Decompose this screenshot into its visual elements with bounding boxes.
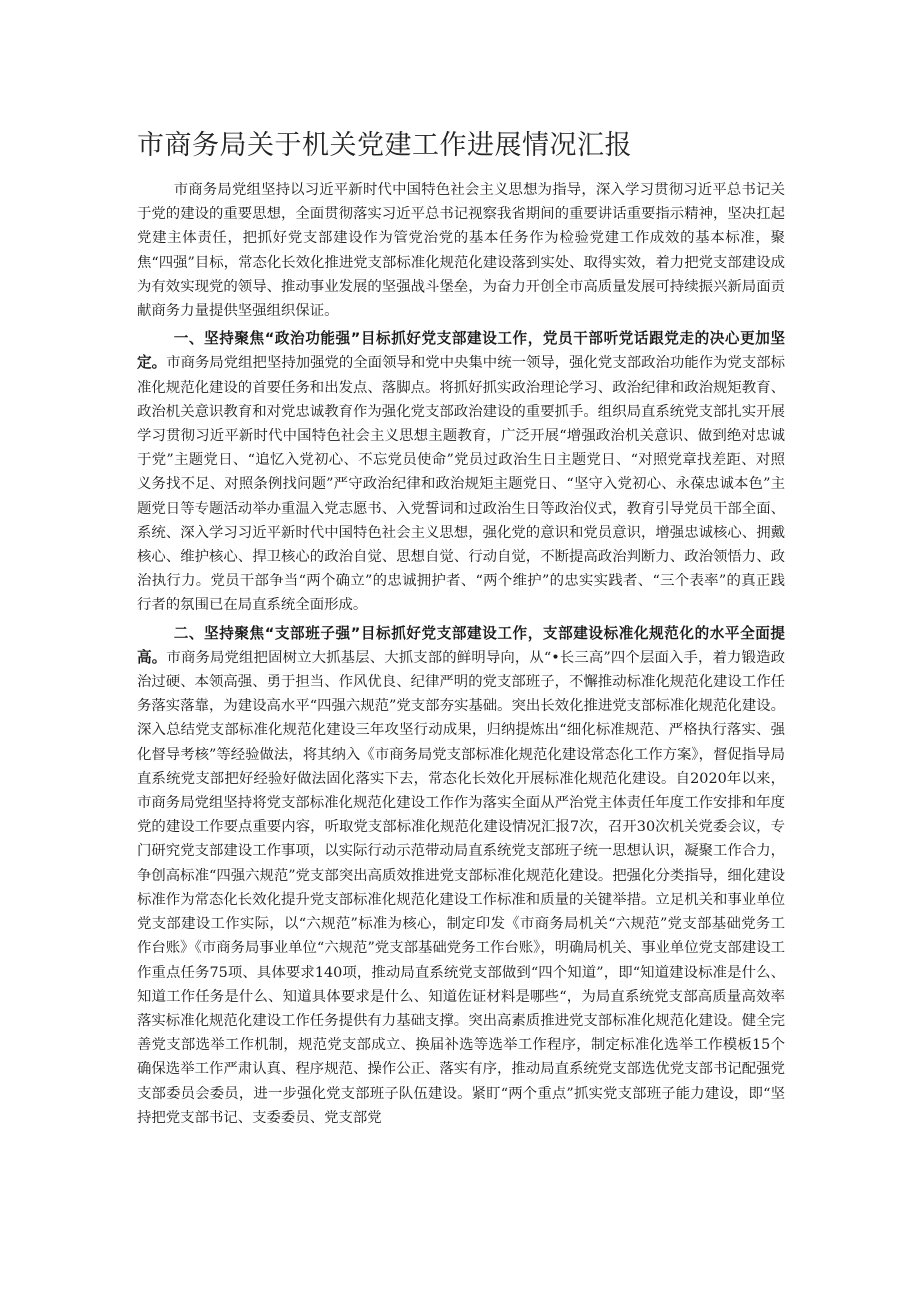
section-2-heading: 二、坚持聚焦“支部班子强”目标抓好党支部建设工作，支部建设标准化规范化的水平全面提高。 [137, 624, 785, 666]
document-title: 市商务局关于机关党建工作进展情况汇报 [137, 130, 632, 161]
section-1-text: 市商务局党组把坚持加强党的全面领导和党中央集中统一领导，强化党支部政治功能作为党支部标准化规范化建设的首要任务和出发点、落脚点。将抓好抓实政治理论学习、政治纪律和政治规矩教育、政治机关意识教育和对党忠诚教育作为强化党支部政治建设的重要抓手。组织局直系统党支部扎实开展学习贯彻习近平新时代中国特色社会主义思想主题教育，广泛开展“增强政治机关意识、做到绝对忠诚于党”主题党日、“追忆入党初心、不忘党员使命”党员过政治生日主题党日、“对照党章找差距、对照义务找不足、对照条例找问题”严守政治纪律和政治规矩主题党日、“坚守入党初心、永葆忠诚本色”主题党日等专题活动举办重温入党志愿书、入党誓词和过政治生日等政治仪式，教育引导党员干部全面、系统、深入学习习近平新时代中国特色社会主义思想，强化党的意识和党员意识，增强忠诚核心、拥戴核心、维护核心、捍卫核心的政治自觉、思想自觉、行动自觉，不断提高政治判断力、政治领悟力、政治执行力。党员干部争当“两个确立”的忠诚拥护者、“两个维护”的忠实实践者、“三个表率”的真正践行者的氛围已在局直系统全面形成。 [137, 355, 786, 614]
document-body [137, 178, 785, 1134]
section-2-paragraph [137, 622, 785, 1130]
section-1-heading: 一、坚持聚焦“政治功能强”目标抓好党支部建设工作，党员干部听党话跟党走的决心更加坚定。 [137, 330, 785, 372]
section-2-text: 市商务局党组把固树立大抓基层、大抓支部的鲜明导向，从“•长三高”四个层面入手，着力锻造政治过硬、本领高强、勇于担当、作风优良、纪律严明的党支部班子，不懈推动标准化规范化建设工作任务落实落靠，为建设高水平“四强六规范”党支部夯实基础。突出长效化推进党支部标准化规范化建设。深入总结党支部标准化规范化建设三年攻坚行动成果，归纳提炼出“细化标准规范、严格执行落实、强化督导考核”等经验做法，将其纳入《市商务局党支部标准化规范化建设常态化工作方案》，督促指导局直系统党支部把好经验好做法固化落实下去，常态化长效化开展标准化规范化建设。自2020年以来，市商务局党组坚持将党支部标准化规范化建设工作作为落实全面从严治党主体责任年度工作安排和年度党的建设工作要点重要内容，听取党支部标准化规范化建设情况汇报7次，召开30次机关党委会议，专门研究党支部建设工作事项，以实际行动示范带动局直系统党支部班子统一思想认识，凝聚工作合力，争创高标准“四强六规范”党支部突出高质效推进党支部标准化规范化建设。把强化分类指导，细化建设标准作为常态化长效化提升党支部标准化规范化建设工作标准和质量的关键举措。立足机关和事业单位党支部建设工作实际，以“六规范”标准为核心，制定印发《市商务局机关“六规范”党支部基础党务工作台账》《市商务局事业单位“六规范”党支部基础党务工作台账》，明确局机关、事业单位党支部建设工作重点任务75项、具体要求140项，推动局直系统党支部做到“四个知道”，即“知道建设标准是什么、知道工作任务是什么、知道具体要求是什么、知道佐证材料是哪些“，为局直系统党支部高质量高效率落实标准化规范化建设工作任务提供有力基础支撑。突出高素质推进党支部标准化规范化建设。健全完善党支部选举工作机制，规范党支部成立、换届补选等选举工作程序，制定标准化选举工作模板15个确保选举工作严肃认真、程序规范、操作公正、落实有序，推动局直系统党支部选优党支部书记配强党支部委员会委员，进一步强化党支部班子队伍建设。紧盯“两个重点”抓实党支部班子能力建设，即“坚持把党支部书记、支委委员、党支部党 [137, 649, 785, 1126]
section-1-paragraph [137, 327, 785, 617]
intro-paragraph: 市商务局党组坚持以习近平新时代中国特色社会主义思想为指导，深入学习贯彻习近平总书记关于党的建设的重要思想，全面贯彻落实习近平总书记视察我省期间的重要讲话重要指示精神，坚决扛起党建主体责任，把抓好党支部建设作为管党治党的基本任务作为检验党建工作成效的基本标准，聚焦“四强”目标，常态化长效化推进党支部标准化规范化建设落到实处、取得实效，着力把党支部建设成为有效实现党的领导、推动事业发展的坚强战斗堡垒，为奋力开创全市高质量发展可持续振兴新局面贡献商务力量提供坚强组织保证。 [137, 182, 785, 320]
